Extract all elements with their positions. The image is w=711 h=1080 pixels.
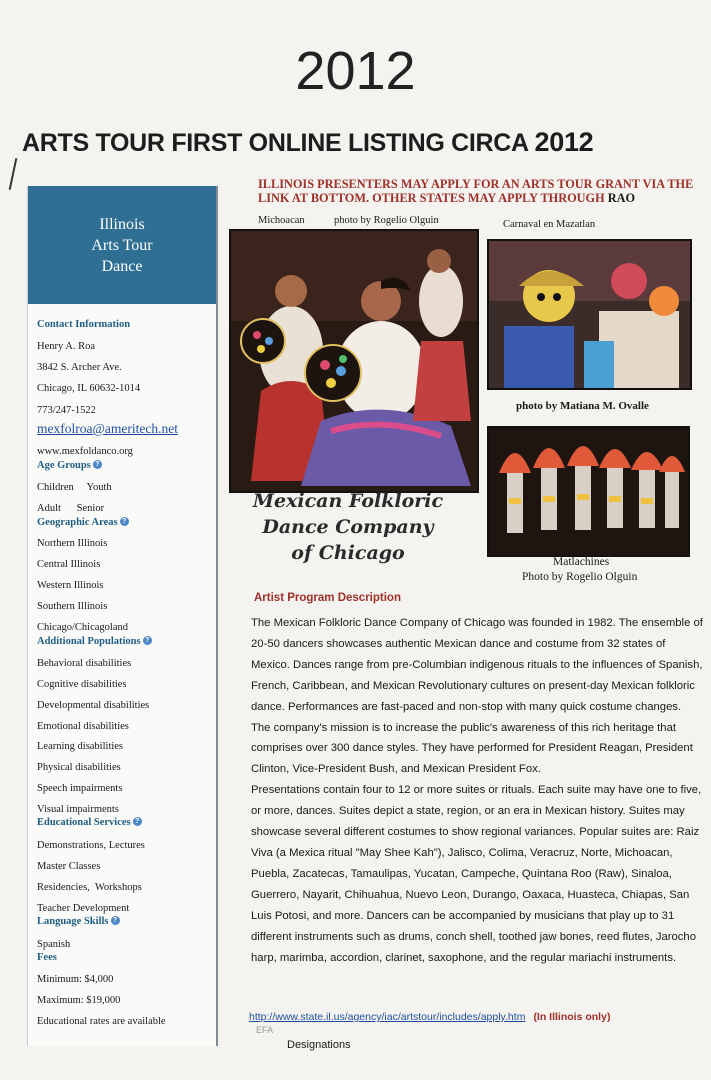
- sidebar-header-line: Arts Tour: [91, 236, 153, 254]
- education-item: Master Classes: [37, 861, 101, 872]
- geographic-areas-label: Geographic Areas: [37, 517, 118, 528]
- contact-website[interactable]: www.mexfoldanco.org: [37, 446, 133, 457]
- help-icon[interactable]: ?: [93, 460, 102, 469]
- geo-item: Chicago/Chicagoland: [37, 622, 128, 633]
- language-skills-title: [37, 916, 120, 927]
- bottom-right-photo-caption: Matlachines: [553, 556, 610, 568]
- contact-phone: 773/247-1522: [37, 405, 96, 416]
- geo-item: Northern Illinois: [37, 538, 108, 549]
- fee-minimum: Minimum: $4,000: [37, 974, 114, 985]
- top-right-photo-caption: Carnaval en Mazatlan: [503, 219, 596, 230]
- grant-notice-highlight: RAO: [607, 191, 636, 205]
- population-item: Visual impairments: [37, 804, 119, 815]
- educational-services-label: Educational Services: [37, 817, 131, 828]
- geographic-areas-title: [37, 517, 129, 528]
- help-icon[interactable]: ?: [133, 817, 142, 826]
- age-row: Children Youth: [37, 482, 112, 493]
- logo-line: Dance Company: [262, 516, 434, 538]
- population-item: Developmental disabilities: [37, 700, 150, 711]
- grant-notice: [258, 177, 698, 205]
- company-logo: [248, 488, 448, 566]
- apply-link-row: [249, 1011, 610, 1023]
- description-paragraph: Presentations contain four to 12 or more suites or rituals. Each suite may have one to five, or more, dances. Suites depict a state, region, or an era in Mexican history. Suites may showcase several different costumes to show regional variances. Popular suites are: Raiz Viva (a Mexica ritual "May Shee Kah"), Jalisco, Colima, Veracruz, Norte, Michoacan, Puebla, Zacatecas, Tamaulipas, Yucatan, Campeche, Quintana Roo (Raw), Sinaloa, Guerrero, Nayarit, Chihuahua, Nuevo Leon, Durango, Oaxaca, Huasteca, Chiapas, San Luis Potosi, and more. Dancers can be accompanied by musicians that play up to 31 different instruments such as drums, conch shell, toothed jaw bones, reed flutes, Jarocho harp, marimba, accordion, clarinet, saxophone, and the regular mariachi instruments.: [251, 784, 702, 964]
- contact-name: Henry A. Roa: [37, 341, 96, 352]
- grant-notice-text: ILLINOIS PRESENTERS MAY APPLY FOR AN ARTS TOUR GRANT VIA THE LINK AT BOTTOM. OTHER STATES MAY APPLY THROUGH: [258, 177, 694, 205]
- sidebar-header-line: Illinois: [99, 215, 145, 233]
- apply-link[interactable]: http://www.state.il.us/agency/iac/artstour/includes/apply.htm: [249, 1011, 526, 1023]
- population-item: Learning disabilities: [37, 741, 124, 752]
- help-icon[interactable]: ?: [143, 636, 152, 645]
- year-heading: 2012: [295, 41, 416, 101]
- age-groups-label: Age Groups: [37, 460, 91, 471]
- headline-text: ARTS TOUR FIRST ONLINE LISTING CIRCA: [22, 129, 528, 157]
- contact-title: Contact Information: [37, 319, 131, 330]
- bottom-right-photo-credit: Photo by Rogelio Olguin: [522, 571, 638, 583]
- help-icon[interactable]: ?: [111, 916, 120, 925]
- main-photo-credit: photo by Rogelio Olguin: [334, 215, 439, 226]
- population-item: Speech impairments: [37, 783, 123, 794]
- fees-title: Fees: [37, 952, 57, 963]
- program-description: [251, 613, 703, 968]
- headline-year: 2012: [534, 127, 594, 157]
- additional-populations-label: Additional Populations: [37, 636, 141, 647]
- help-icon[interactable]: ?: [120, 517, 129, 526]
- population-item: Behavioral disabilities: [37, 658, 132, 669]
- logo-line: Mexican Folkloric: [252, 490, 444, 512]
- top-right-photo-credit: photo by Matiana M. Ovalle: [516, 400, 649, 412]
- apply-link-note: (In Illinois only): [533, 1011, 611, 1023]
- logo-line: of Chicago: [291, 542, 405, 564]
- geo-item: Western Illinois: [37, 580, 104, 591]
- age-row: Adult Senior: [37, 503, 105, 514]
- additional-populations-title: [37, 636, 152, 647]
- contact-city: Chicago, IL 60632-1014: [37, 383, 141, 394]
- geo-item: Central Illinois: [37, 559, 101, 570]
- sidebar-header-line: Dance: [101, 257, 143, 275]
- age-groups-title: [37, 460, 102, 471]
- education-item: Demonstrations, Lectures: [37, 840, 145, 851]
- description-paragraph: The Mexican Folkloric Dance Company of Chicago was founded in 1982. The ensemble of 20-50 dancers showcases authentic Mexican dance and costume from 32 states of Mexico. Dances range from pre-Columbian indigenous rituals to the influences of Spanish, French, Caribbean, and Mexican Revolutionary cultures on present-day Mexican folkloric dance. Performances are fast-paced and non-stop with many quick costume changes. The company's mission is to increase the public's awareness of this rich heritage that comprises over 300 dance styles. They have performed for President Reagan, President Clinton, Vice-President Bush, and Mexican President Fox.: [251, 617, 703, 776]
- contact-street: 3842 S. Archer Ave.: [37, 362, 122, 373]
- population-item: Cognitive disabilities: [37, 679, 127, 690]
- matlachines-photo: [487, 426, 690, 557]
- program-description-title: Artist Program Description: [254, 592, 401, 604]
- geo-item: Southern Illinois: [37, 601, 108, 612]
- language-item: Spanish: [37, 939, 71, 950]
- contact-email-link[interactable]: mexfolroa@ameritech.net: [37, 421, 178, 436]
- designations-label: Designations: [287, 1039, 351, 1051]
- sidebar-header: [28, 186, 216, 304]
- education-item: Residencies, Workshops: [37, 882, 142, 893]
- fee-note: Educational rates are available: [37, 1016, 166, 1027]
- educational-services-title: [37, 817, 142, 828]
- education-item: Teacher Development: [37, 903, 130, 914]
- sidebar: [27, 186, 218, 1046]
- population-item: Physical disabilities: [37, 762, 121, 773]
- main-dance-photo: [229, 229, 479, 493]
- carnaval-photo: [487, 239, 692, 390]
- pen-mark: [9, 158, 18, 190]
- fee-maximum: Maximum: $19,000: [37, 995, 121, 1006]
- population-item: Emotional disabilities: [37, 721, 129, 732]
- language-skills-label: Language Skills: [37, 916, 109, 927]
- main-photo-caption: Michoacan: [258, 215, 305, 226]
- efa-label: EFA: [256, 1025, 274, 1035]
- page-headline: [22, 127, 593, 158]
